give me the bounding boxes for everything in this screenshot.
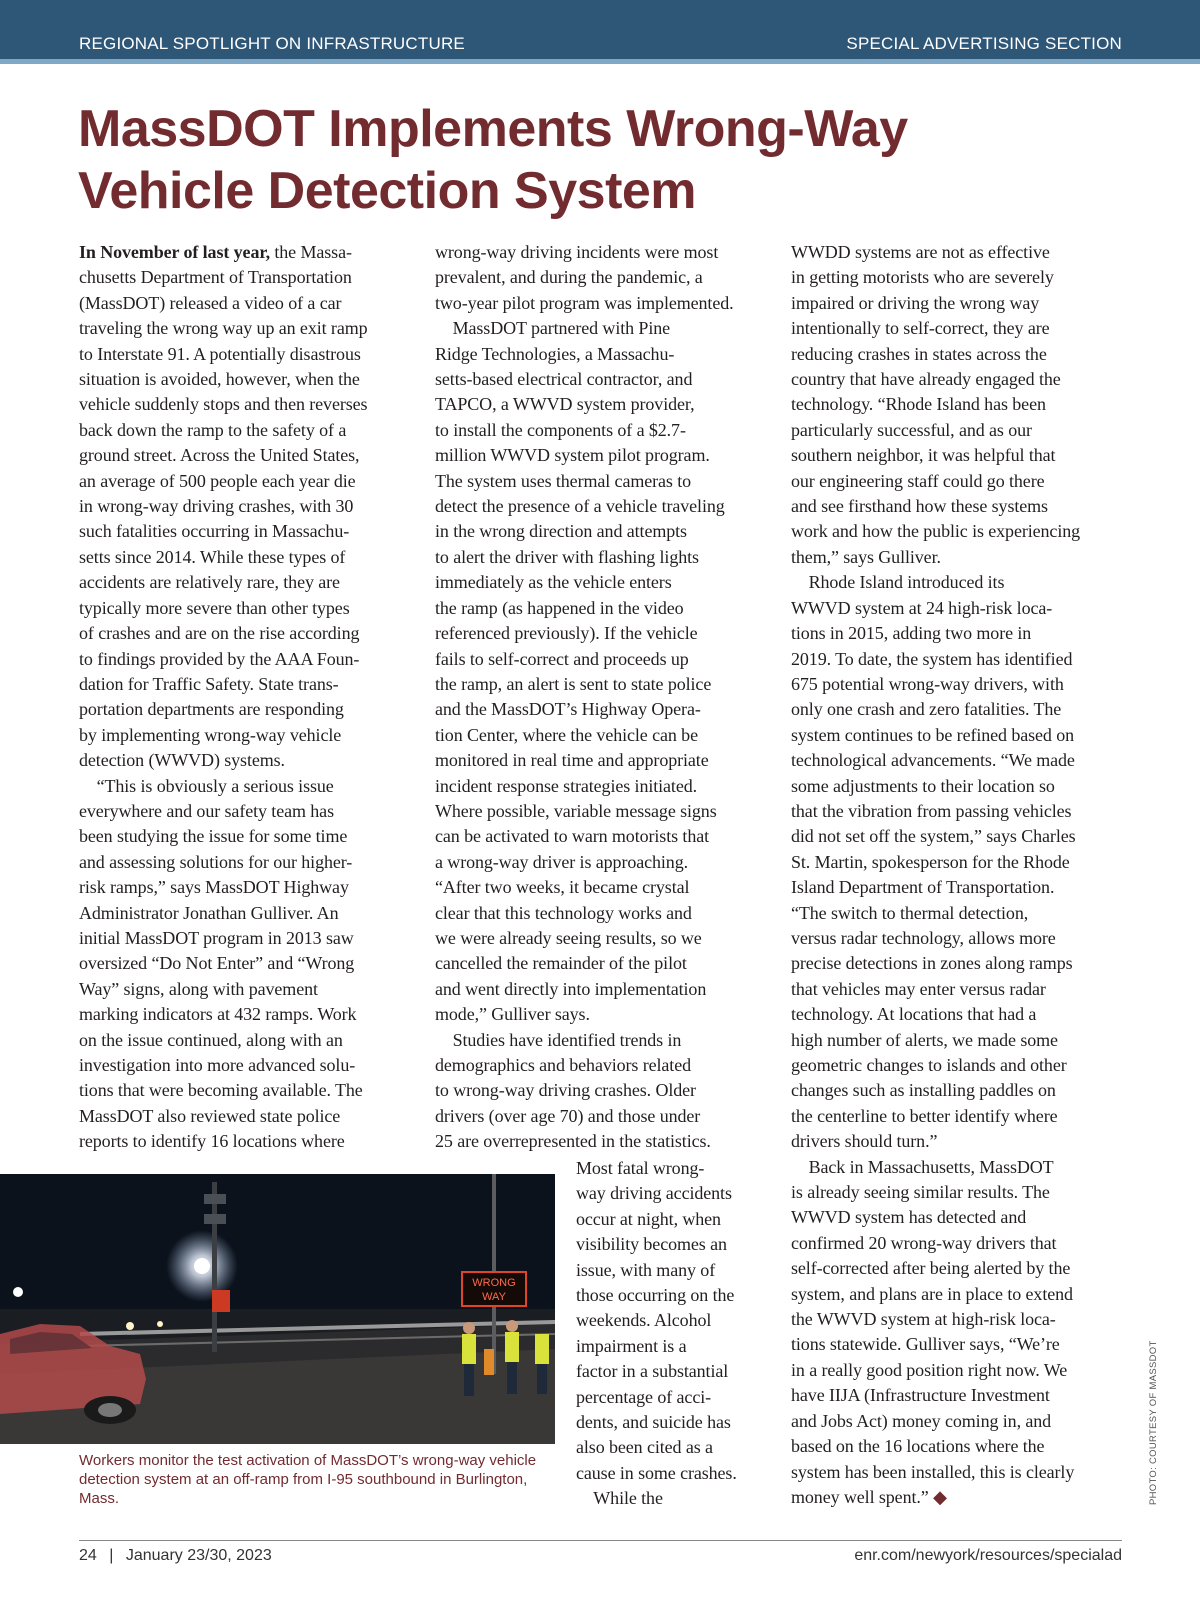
col1-first-line: the Massa-	[269, 242, 352, 262]
section-label: REGIONAL SPOTLIGHT ON INFRASTRUCTURE	[79, 34, 465, 53]
section-header-bar	[0, 0, 1200, 64]
article-column-1	[79, 240, 368, 1155]
article-title-line1: MassDOT Implements Wrong-Way	[78, 100, 908, 158]
night-ramp-scene	[0, 1174, 555, 1444]
page-number: 24	[79, 1547, 97, 1564]
advertising-label: SPECIAL ADVERTISING SECTION	[846, 34, 1122, 53]
col3-body: WWDD systems are not as effective in getting motorists who are severely impaired or driving the wrong way intentionally to self-correct, they are reducing crashes in states across the country that have already engaged the technology. “Rhode Island has been particularly successful, and as our southern neighbor, it was helpful that our engineering staff could go there and see firsthand how these systems work and how the public is experiencing them,” says Gulliver. Rhode Island introduced its WWVD system at 24 high-risk loca- tions in 2015, adding two more in 2019. To date, the system has identified 675 potential wrong-way drivers, with only one crash and zero fatalities. The system continues to be refined based on technological advancements. “We made some adjustments to their location so that the vibration from passing vehicles did not set off the system,” says Charles St. Martin, spokesperson for the Rhode Island Department of Transportation. “The switch to thermal detection, versus radar technology, allows more precise detections in zones along ramps that vehicles may enter versus radar technology. At locations that had a high number of alerts, we made some geometric changes to islands and other changes such as installing paddles on the centerline to better identify where drivers should turn.” Back in Massachusetts, MassDOT is already seeing similar results. The WWVD system has detected and confirmed 20 wrong-way drivers that self-corrected after being alerted by the system, and plans are in place to extend the WWVD system at high-risk loca- tions statewide. Gulliver says, “We’re in a really good position right now. We have IIJA (Infrastructure Investment and Jobs Act) money coming in, and based on the 16 locations where the system has been installed, this is clearly money well spent.”	[791, 242, 1081, 1507]
col2-body: wrong-way driving incidents were most prevalent, and during the pandemic, a two-year pilot program was implemented. MassDOT partnered with Pine Ridge Technologies, a Massachu- setts-based electrical contractor, and TAPCO, a WWVD system provider, to install the components of a $2.7- million WWVD system pilot program. The system uses thermal cameras to detect the presence of a vehicle traveling in the wrong direction and attempts to alert the driver with flashing lights immediately as the vehicle enters the ramp (as happened in the video referenced previously). If the vehicle fails to self-correct and proceeds up the ramp, an alert is sent to state police and the MassDOT’s Highway Opera- tion Center, where the vehicle can be monitored in real time and appropriate incident response strategies initiated. Where possible, variable message signs can be activated to warn motorists that a wrong-way driver is approaching. “After two weeks, it became crystal clear that this technology works and we were already seeing results, so we cancelled the remainder of the pilot and went directly into implementation mode,” Gulliver says. Studies have identified trends in demographics and behaviors related to wrong-way driving crashes. Older drivers (over age 70) and those under 25 are overrepresented in the statistics.	[435, 242, 734, 1152]
article-title-line2: Vehicle Detection System	[78, 162, 697, 220]
photo-caption: Workers monitor the test activation of MassDOT’s wrong-way vehicle detection system at an off-ramp from I-95 southbound in Burlington, Mass.	[79, 1452, 537, 1507]
article-column-2-wrap	[576, 1156, 737, 1512]
photo-credit: PHOTO: COURTESY OF MASSDOT	[1148, 1340, 1159, 1505]
sign-text-2: WAY	[482, 1291, 506, 1303]
footer-separator: |	[109, 1547, 114, 1564]
col1-body: chusetts Department of Transportation (MassDOT) released a video of a car traveling the wrong way up an exit ramp to Interstate 91. A potentially disastrous situation is avoided, however, when the vehicle suddenly stops and then reverses back down the ramp to the safety of a ground street. Across the United States, an average of 500 people each year die in wrong-way driving crashes, with 30 such fatalities occurring in Massachu- setts since 2014. While these types of accidents are relatively rare, they are typically more severe than other types of crashes and are on the rise according to findings provided by the AAA Foun- dation for Traffic Safety. State trans- portation departments are responding by implementing wrong-way vehicle detection (WWVD) systems. “This is obviously a serious issue everywhere and our safety team has been studying the issue for some time and assessing solutions for our higher- risk ramps,” says MassDOT Highway Administrator Jonathan Gulliver. An initial MassDOT program in 2013 saw oversized “Do Not Enter” and “Wrong Way” signs, along with pavement marking indicators at 432 ramps. Work on the issue continued, along with an investigation into more advanced solu- tions that were becoming available. The MassDOT also reviewed state police reports to identify 16 locations where	[79, 267, 368, 1152]
issue-date: January 23/30, 2023	[125, 1547, 272, 1564]
footer-rule	[79, 1540, 1122, 1541]
article-title	[78, 98, 1158, 222]
footer-url: enr.com/newyork/resources/specialad	[854, 1547, 1122, 1564]
article-column-2	[435, 240, 734, 1155]
end-mark: ◆	[928, 1486, 947, 1507]
article-column-3	[791, 240, 1080, 1510]
footer-left	[79, 1547, 272, 1565]
col2-wrap-body: Most fatal wrong- way driving accidents occur at night, when visibility becomes an issue, with many of those occurring on the weekends. Alcohol impairment is a factor in a substantial percentage of acci- dents, and suicide has also been cited as a cause in some crashes. While the	[576, 1158, 737, 1509]
sign-text-1: WRONG	[472, 1277, 516, 1289]
article-photo	[0, 1174, 555, 1444]
lead-in: In November of last year,	[79, 242, 270, 262]
